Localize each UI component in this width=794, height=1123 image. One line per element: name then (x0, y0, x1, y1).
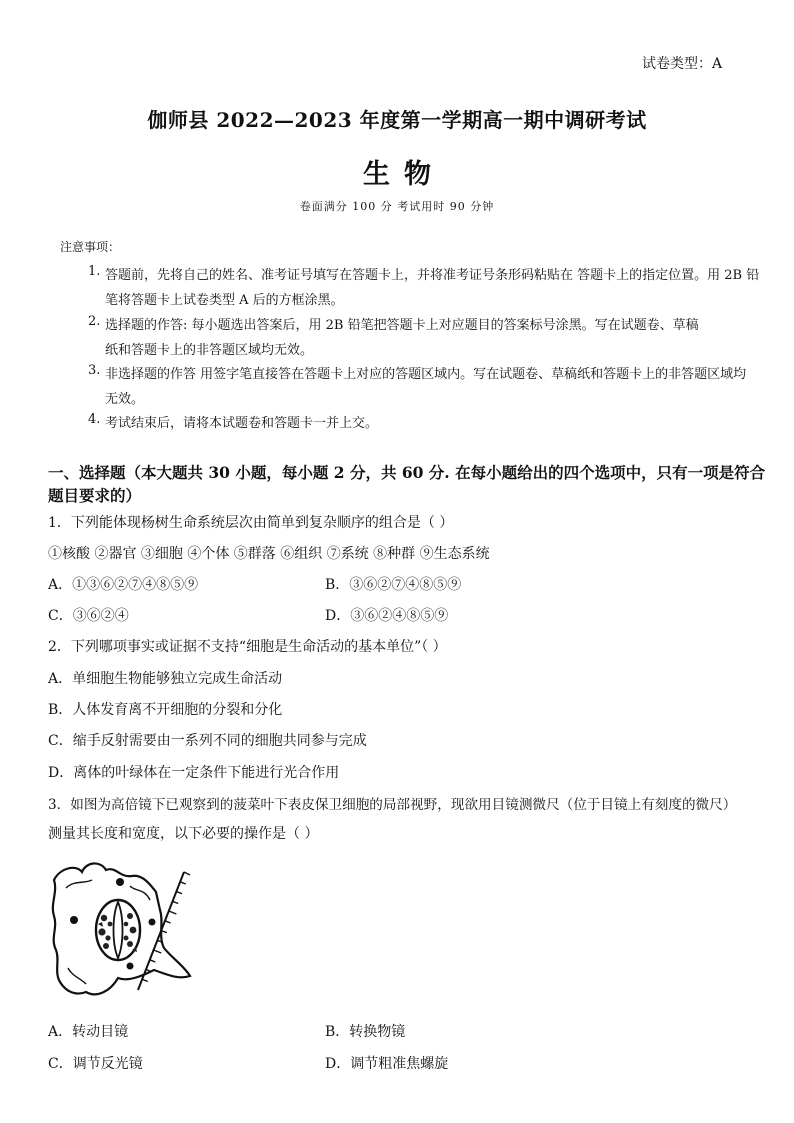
chloroplast-dot (70, 916, 78, 924)
question-1-option-a: A．①③⑥②⑦④⑧⑤⑨ (48, 577, 199, 593)
question-1-stem: 1．下列能体现杨树生命系统层次由简单到复杂顺序的组合是（ ） (48, 515, 454, 531)
notice-item-3-line-2: 无效。 (105, 392, 145, 407)
chloroplast-dot (127, 963, 134, 970)
question-1-option-c: C．③⑥②④ (48, 608, 129, 624)
notice-item-1-line-2: 笔将答题卡上试卷类型 A 后的方框涂黑。 (105, 293, 344, 308)
chloroplast-dot (149, 919, 156, 926)
question-3-option-a: A．转动目镜 (48, 1024, 129, 1040)
notice-item-2-line-2: 纸和答题卡上的非答题区域均无效。 (105, 343, 314, 358)
question-3-stem-line-1: 3．如图为高倍镜下已观察到的菠菜叶下表皮保卫细胞的局部视野，现欲用目镜测微尺（位于目镜上有刻度的微尺） (48, 797, 737, 813)
notice-item-3-line-1: 非选择题的作答 用签字笔直接答在答题卡上对应的答题区域内。写在试题卷、草稿纸和答题卡上的非答题区域均 (105, 367, 747, 382)
question-2-option-b: B．人体发育离不开细胞的分裂和分化 (48, 702, 283, 718)
question-3-option-d: D．调节粗准焦螺旋 (325, 1056, 449, 1072)
notice-item-3-num: 3. (88, 363, 101, 378)
notice-item-4-line-1: 考试结束后，请将本试题卷和答题卡一并上交。 (105, 416, 379, 431)
question-1-option-d: D．③⑥②④⑧⑤⑨ (325, 608, 449, 624)
ocular-micrometer-scale (138, 872, 190, 990)
notice-heading: 注意事项： (60, 240, 121, 254)
notice-item-1-num: 1. (88, 264, 101, 279)
chloroplast-dot (116, 878, 124, 886)
question-3-option-b: B．转换物镜 (325, 1024, 406, 1040)
subject-title: 生物 (363, 159, 445, 190)
paper-type-label: 试卷类型：A (642, 56, 723, 72)
question-2-option-d: D．离体的叶绿体在一定条件下能进行光合作用 (48, 765, 340, 781)
question-1-items: ①核酸 ②器官 ③细胞 ④个体 ⑤群落 ⑥组织 ⑦系统 ⑧种群 ⑨生态系统 (48, 546, 490, 562)
score-info: 卷面满分 100 分 考试用时 90 分钟 (299, 200, 495, 213)
notice-item-1-line-1: 答题前，先将自己的姓名、准考证号填写在答题卡上，并将准考证号条形码粘贴在 答题卡上的指定位置。用 2B 铅 (105, 268, 760, 283)
question-2-option-a: A．单细胞生物能够独立完成生命活动 (48, 671, 283, 687)
question-2-stem: 2．下列哪项事实或证据不支持“细胞是生命活动的基本单位”（ ） (48, 639, 447, 655)
guard-cell-micrograph-figure (46, 858, 196, 1002)
question-3-option-c: C．调节反光镜 (48, 1056, 143, 1072)
question-2-option-c: C．缩手反射需要由一系列不同的细胞共同参与完成 (48, 733, 367, 749)
notice-item-2-line-1: 选择题的作答: 每小题选出答案后，用 2B 铅笔把答题卡上对应题目的答案标号涂黑。写在试题卷、草稿 (105, 318, 699, 333)
notice-item-4-num: 4. (88, 412, 101, 427)
exam-title: 伽师县 2022—2023 年度第一学期高一期中调研考试 (147, 108, 647, 132)
question-3-stem-line-2: 测量其长度和宽度，以下必要的操作是（ ） (48, 826, 319, 842)
section-1-heading: 一、选择题（本大题共 30 小题，每小题 2 分，共 60 分. 在每小题给出的四个选项中，只有一项是符合题目要求的） (48, 463, 766, 505)
question-1-option-b: B．③⑥②⑦④⑧⑤⑨ (325, 577, 462, 593)
notice-item-2-num: 2. (88, 314, 101, 329)
